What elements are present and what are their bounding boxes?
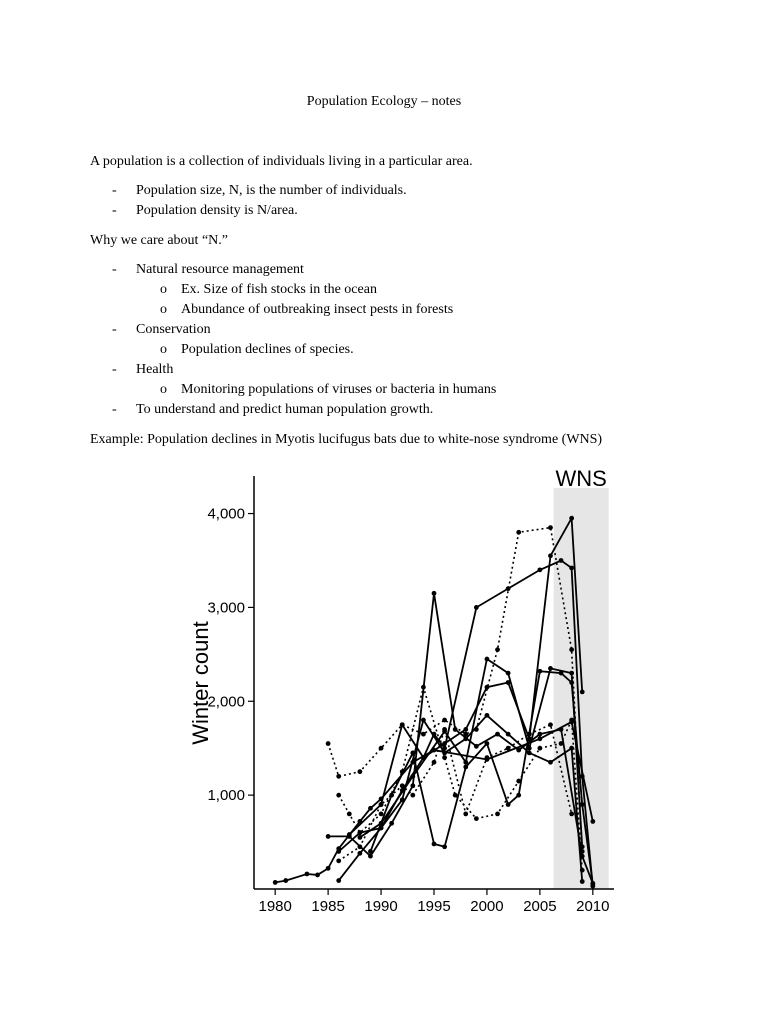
data-point	[506, 746, 511, 751]
data-point	[357, 851, 362, 856]
data-point	[400, 722, 405, 727]
data-point	[537, 669, 542, 674]
data-point	[432, 591, 437, 596]
data-point	[516, 530, 521, 535]
data-point	[485, 741, 490, 746]
dash-bullet: -	[112, 322, 117, 337]
y-axis-title: Winter count	[188, 621, 213, 745]
data-point	[442, 741, 447, 746]
data-point	[580, 689, 585, 694]
data-point	[336, 858, 341, 863]
data-point	[506, 732, 511, 737]
data-point	[495, 732, 500, 737]
data-point	[580, 879, 585, 884]
data-point	[357, 830, 362, 835]
data-point	[485, 657, 490, 662]
data-point	[283, 878, 288, 883]
data-point	[432, 760, 437, 765]
data-point	[590, 882, 595, 887]
example-caption: Example: Population declines in Myotis lucifugus bats due to white-nose syndrome (WNS)	[90, 432, 603, 447]
x-tick-label: 2010	[576, 898, 610, 915]
data-point	[548, 666, 553, 671]
data-point	[580, 802, 585, 807]
sub-bullet: o	[160, 382, 167, 397]
data-point	[495, 812, 500, 817]
data-point	[400, 783, 405, 788]
data-point	[336, 849, 341, 854]
x-tick-label: 2000	[470, 898, 504, 915]
data-point	[410, 793, 415, 798]
data-point	[569, 647, 574, 652]
data-point	[506, 671, 511, 676]
data-point	[463, 812, 468, 817]
data-point	[506, 802, 511, 807]
data-point	[463, 732, 468, 737]
data-point	[569, 516, 574, 521]
data-point	[336, 878, 341, 883]
data-point	[495, 647, 500, 652]
data-point	[559, 741, 564, 746]
y-tick-label: 4,000	[207, 505, 245, 523]
data-point	[410, 774, 415, 779]
data-point	[548, 722, 553, 727]
data-point	[357, 844, 362, 849]
data-point	[336, 793, 341, 798]
data-point	[442, 727, 447, 732]
y-tick-label: 2,000	[207, 693, 245, 711]
data-point	[580, 868, 585, 873]
intro-bullet: Population size, N, is the number of individuals.	[136, 183, 407, 198]
data-point	[485, 755, 490, 760]
sub-bullet: o	[160, 342, 167, 357]
data-point	[569, 812, 574, 817]
data-point	[305, 872, 310, 877]
data-point	[442, 844, 447, 849]
data-point	[368, 849, 373, 854]
data-point	[410, 783, 415, 788]
data-point	[559, 558, 564, 563]
page-title: Population Ecology – notes	[306, 94, 462, 109]
data-point	[548, 525, 553, 530]
data-point	[400, 769, 405, 774]
dash-bullet: -	[112, 183, 117, 198]
y-tick-label: 3,000	[207, 599, 245, 617]
why-subitem: Population declines of species.	[181, 342, 354, 357]
data-point	[421, 732, 426, 737]
data-point	[485, 713, 490, 718]
data-point	[273, 880, 278, 885]
data-point	[590, 819, 595, 824]
series-line	[339, 687, 583, 870]
data-point	[569, 718, 574, 723]
intro-paragraph: A population is a collection of individuals living in a particular area.	[90, 154, 473, 169]
data-point	[463, 736, 468, 741]
data-point	[326, 866, 331, 871]
data-point	[379, 802, 384, 807]
line-chart	[180, 458, 630, 918]
why-subitem: Monitoring populations of viruses or bacteria in humans	[181, 382, 497, 397]
data-point	[474, 605, 479, 610]
data-point	[326, 741, 331, 746]
data-point	[442, 718, 447, 723]
data-point	[357, 835, 362, 840]
data-point	[537, 732, 542, 737]
x-tick-label: 2005	[523, 898, 557, 915]
data-point	[357, 769, 362, 774]
data-point	[516, 779, 521, 784]
series-line	[339, 715, 583, 881]
data-point	[315, 873, 320, 878]
sub-bullet: o	[160, 282, 167, 297]
data-point	[336, 774, 341, 779]
data-point	[400, 797, 405, 802]
data-point	[548, 760, 553, 765]
data-point	[463, 765, 468, 770]
data-point	[347, 832, 352, 837]
why-item: Conservation	[136, 322, 211, 337]
data-point	[548, 553, 553, 558]
data-point	[516, 748, 521, 753]
data-point	[347, 812, 352, 817]
data-point	[410, 750, 415, 755]
why-heading: Why we care about “N.”	[90, 233, 228, 248]
data-point	[432, 732, 437, 737]
data-point	[368, 806, 373, 811]
data-point	[432, 842, 437, 847]
data-point	[379, 746, 384, 751]
data-point	[368, 854, 373, 859]
data-point	[527, 732, 532, 737]
why-item: Health	[136, 362, 174, 377]
dash-bullet: -	[112, 262, 117, 277]
data-point	[326, 834, 331, 839]
data-point	[474, 727, 479, 732]
data-point	[474, 744, 479, 749]
sub-bullet: o	[160, 302, 167, 317]
data-point	[474, 816, 479, 821]
intro-bullet: Population density is N/area.	[136, 203, 298, 218]
data-point	[537, 746, 542, 751]
wns-population-figure	[180, 458, 630, 918]
dash-bullet: -	[112, 362, 117, 377]
data-point	[537, 567, 542, 572]
dash-bullet: -	[112, 402, 117, 417]
data-point	[421, 718, 426, 723]
data-point	[463, 727, 468, 732]
data-point	[453, 793, 458, 798]
dash-bullet: -	[112, 203, 117, 218]
x-tick-label: 1985	[311, 898, 345, 915]
data-point	[379, 812, 384, 817]
why-item: Natural resource management	[136, 262, 304, 277]
data-point	[569, 566, 574, 571]
data-point	[389, 821, 394, 826]
x-tick-label: 1990	[364, 898, 398, 915]
data-point	[442, 755, 447, 760]
why-subitem: Abundance of outbreaking insect pests in forests	[181, 302, 454, 317]
x-tick-label: 1980	[258, 898, 292, 915]
why-item: To understand and predict human population growth.	[136, 402, 434, 417]
data-point	[516, 793, 521, 798]
data-point	[421, 685, 426, 690]
data-point	[559, 671, 564, 676]
data-point	[559, 727, 564, 732]
wns-label: WNS	[555, 466, 607, 491]
data-point	[537, 736, 542, 741]
why-subitem: Ex. Size of fish stocks in the ocean	[181, 282, 377, 297]
x-tick-label: 1995	[417, 898, 451, 915]
y-tick-label: 1,000	[207, 787, 245, 805]
